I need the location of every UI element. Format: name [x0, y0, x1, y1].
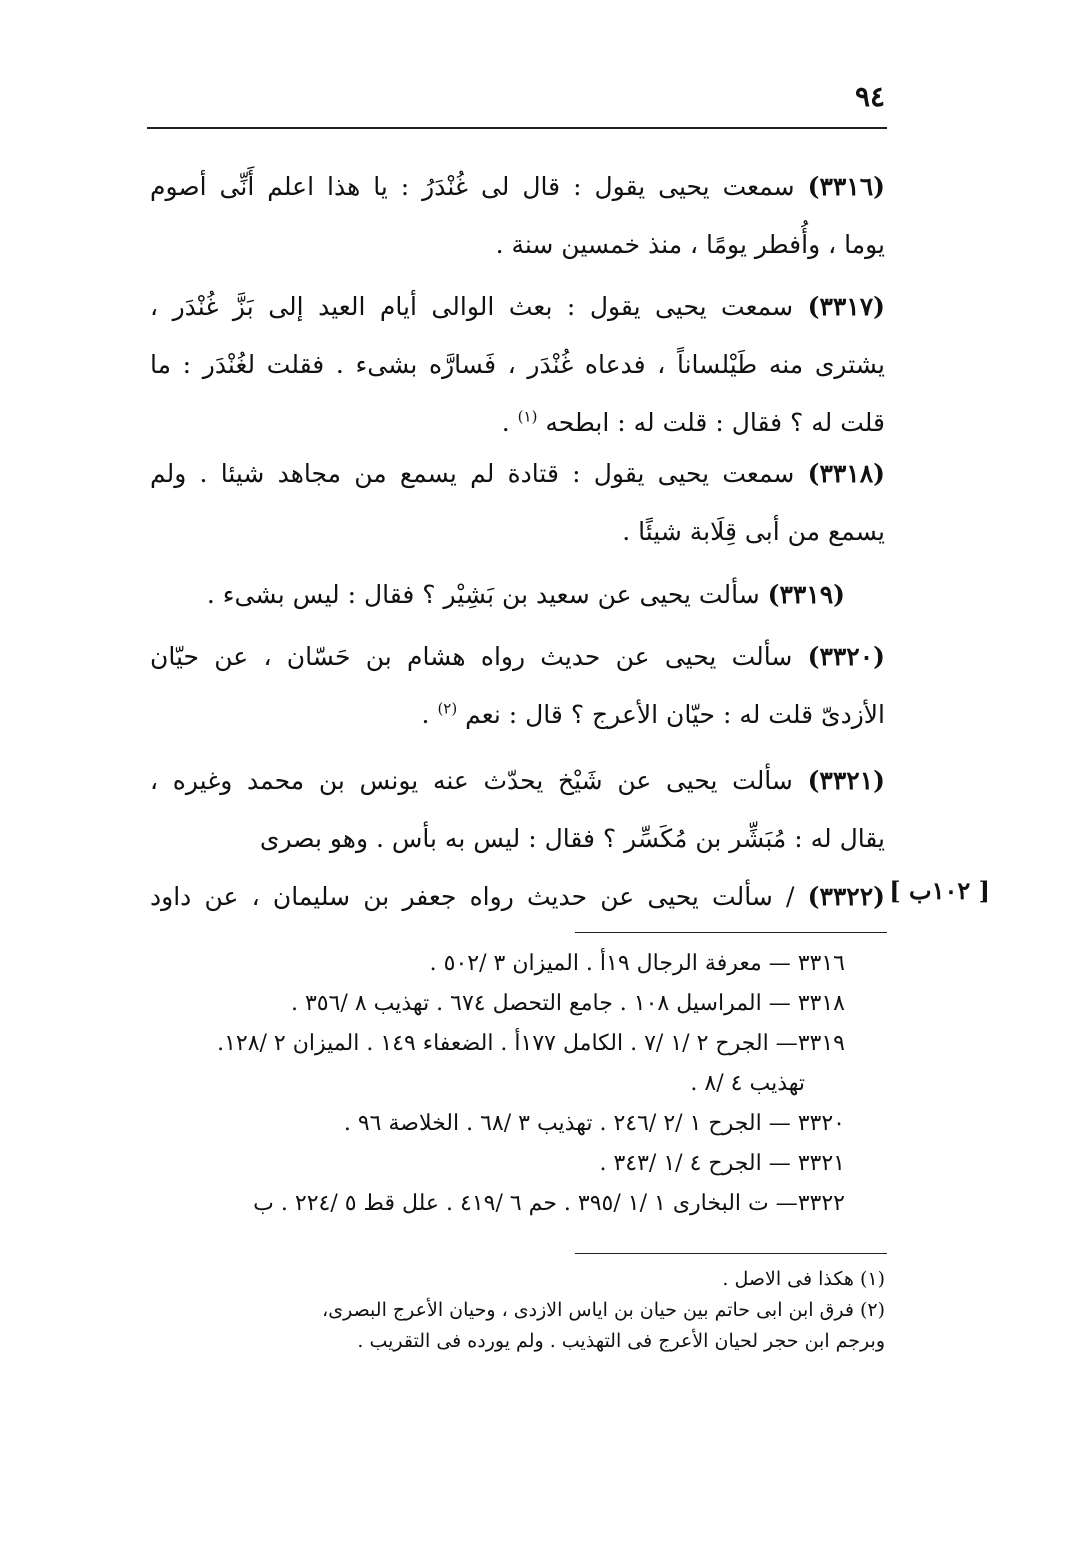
source-note: تهذيب ٤ /٨ . — [690, 1071, 805, 1096]
margin-folio-note: [ ١٠٢ب ] — [889, 876, 990, 905]
entry-text-line: سمعت يحيى يقول : بعث الوالى أيام العيد إلى بَزَّ غُنْدَر ، — [150, 292, 794, 321]
page-number: ٩٤ — [854, 80, 886, 113]
entry-3316 — [150, 158, 885, 274]
footnote: (١) هكذا فى الاصل . — [722, 1268, 885, 1290]
footnote: وبرجم ابن حجر لحيان الأعرج فى التهذيب . ولم يورده فى التقريب . — [357, 1330, 885, 1352]
notes-rule — [575, 932, 887, 933]
entry-number: (٣٣٢١) — [807, 766, 885, 795]
footnote: (٢) فرق ابن ابى حاتم بين حيان بن اياس الازدى ، وحيان الأعرج البصرى، — [322, 1299, 885, 1321]
entry-number: (٣٣١٧) — [807, 292, 886, 321]
entry-number: (٣٣٢٠) — [807, 642, 885, 671]
header-rule — [147, 127, 887, 129]
entry-tail: . — [501, 408, 518, 437]
entry-3322 — [150, 868, 885, 926]
entry-number: (٣٣١٩) — [767, 580, 845, 609]
source-notes — [150, 944, 845, 1224]
entry-3318 — [150, 445, 885, 561]
source-note: ٣٣٢١ — الجرح ٤ /١ /٣٤٣ . — [599, 1151, 845, 1176]
source-note: ٣٣١٨ — المراسيل ١٠٨ . جامع التحصل ٦٧٤ . تهذيب ٨ /٣٥٦ . — [290, 991, 845, 1016]
entry-text: يشترى منه طَيْلساناً ، فدعاه غُنْدَر ، فَسارَّه بشىء . فقلت لغُنْدَر : ما قلت له ؟ فقال : قلت له : ابطحه — [150, 350, 885, 437]
entry-text: يسمع من أبى قِلَابة شيئًا . — [622, 517, 885, 546]
footnote-ref: (١) — [517, 407, 538, 426]
entry-text-line: سمعت يحيى يقول : قتادة لم يسمع من مجاهد شيئا . ولم — [150, 459, 795, 488]
entry-text-line: سألت يحيى عن شَيْخ يحدّث عنه يونس بن محمد وغيره ، — [150, 766, 793, 795]
source-note: ٣٣١٦ — معرفة الرجال ١٩أ . الميزان ٣ /٥٠٢ . — [429, 951, 845, 976]
footnotes-rule — [575, 1253, 887, 1254]
entry-text: يوما ، وأُفطر يومًا ، منذ خمسين سنة . — [495, 230, 885, 259]
entry-text-line: سألت يحيى عن سعيد بن بَشِيْر ؟ فقال : ليس بشىء . — [206, 580, 760, 609]
entry-tail: . — [421, 700, 438, 729]
entry-3317 — [150, 278, 885, 452]
entry-text-line: سمعت يحيى يقول : قال لى غُنْدَرُ : يا هذا اعلم أَنِّى أصوم — [150, 172, 795, 201]
entry-text-line: سألت يحيى عن حديث رواه هشام بن حَسّان ، عن حيّان — [150, 642, 793, 671]
source-note: ٣٣٢٠ — الجرح ١ /٢ /٢٤٦ . تهذيب ٣ /٦٨ . الخلاصة ٩٦ . — [343, 1111, 845, 1136]
entry-3320 — [150, 628, 885, 744]
entry-text-line: / سألت يحيى عن حديث رواه جعفر بن سليمان ، عن داود — [150, 882, 795, 911]
entry-number: (٣٣٢٢) — [807, 882, 885, 911]
entry-number: (٣٣١٨) — [807, 459, 885, 488]
entry-text: يقال له : مُبَشِّر بن مُكَسِّر ؟ فقال : ليس به بأس . وهو بصرى — [259, 824, 885, 853]
source-note: ٣٣٢٢— ت البخارى ١ /١ /٣٩٥ . حم ٦ /٤١٩ . علل قط ٥ /٢٢٤ . ب — [253, 1191, 845, 1216]
footnotes — [140, 1264, 885, 1357]
entry-number: (٣٣١٦) — [807, 172, 885, 201]
entry-3321 — [150, 752, 885, 868]
footnote-ref: (٢) — [437, 699, 458, 718]
source-note: ٣٣١٩— الجرح ٢ /١ /٧ . الكامل ١٧٧أ . الضعفاء ١٤٩ . الميزان ٢ /١٢٨. — [217, 1031, 845, 1056]
entry-3319 — [150, 566, 885, 624]
entry-text: الأزدىّ قلت له : حيّان الأعرج ؟ قال : نعم — [465, 700, 885, 729]
